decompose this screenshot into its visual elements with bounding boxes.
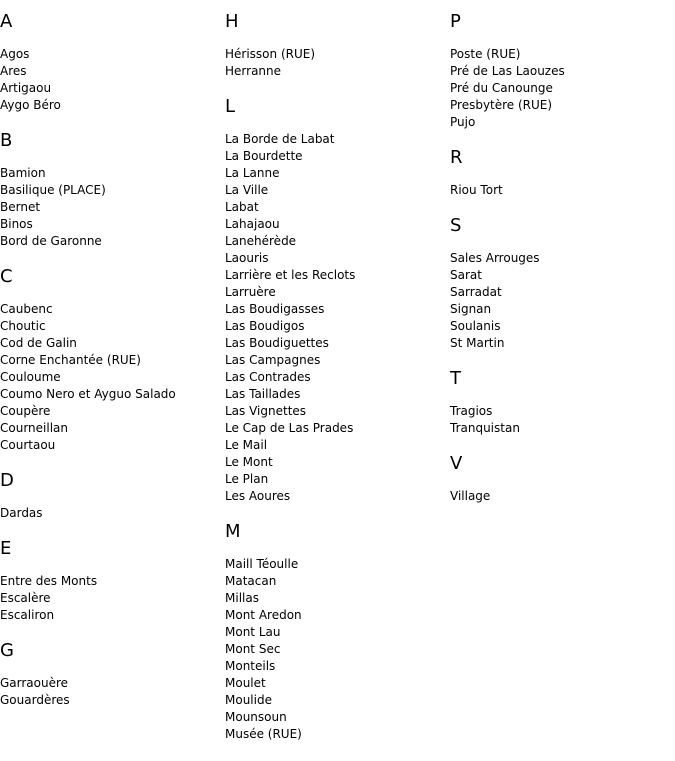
place-name-list <box>450 488 670 505</box>
place-name-item: Agos <box>0 47 30 61</box>
place-name-item: Mont Sec <box>225 642 281 656</box>
place-name-list <box>450 46 670 131</box>
section-letter-heading: C <box>0 266 13 287</box>
place-name-list <box>0 675 220 709</box>
section-letter-heading: R <box>450 147 463 168</box>
place-name-item: Lahajaou <box>225 217 280 231</box>
place-name-item: Tranquistan <box>450 421 520 435</box>
place-name-item: Las Boudigos <box>225 319 305 333</box>
place-name-item: Le Cap de Las Prades <box>225 421 354 435</box>
place-name-item: Moulide <box>225 693 272 707</box>
section-letter-heading: D <box>0 470 14 491</box>
place-name-item: Presbytère (RUE) <box>450 98 553 112</box>
place-name-item: Choutic <box>0 319 46 333</box>
place-name-item: Dardas <box>0 506 43 520</box>
place-name-list <box>0 301 220 454</box>
place-name-item: Moulet <box>225 676 266 690</box>
place-name-list <box>225 131 445 505</box>
place-name-list <box>0 573 220 624</box>
place-name-item: Signan <box>450 302 492 316</box>
place-name-item: Larruère <box>225 285 276 299</box>
place-name-item: Le Mont <box>225 455 273 469</box>
place-name-item: Escaliron <box>0 608 55 622</box>
place-name-item: Bernet <box>0 200 41 214</box>
place-name-item: Mont Aredon <box>225 608 302 622</box>
place-name-item: Coumo Nero et Ayguo Salado <box>0 387 176 401</box>
place-name-item: Riou Tort <box>450 183 503 197</box>
place-name-item: Corne Enchantée (RUE) <box>0 353 141 367</box>
letter-group-b <box>0 130 220 250</box>
place-name-item: Las Campagnes <box>225 353 321 367</box>
place-name-item: Poste (RUE) <box>450 47 521 61</box>
place-name-item: Monteils <box>225 659 276 673</box>
place-name-item: La Ville <box>225 183 269 197</box>
place-name-item: Coupère <box>0 404 51 418</box>
letter-group-e <box>0 538 220 624</box>
section-letter-heading: T <box>450 368 461 389</box>
place-name-item: Las Vignettes <box>225 404 307 418</box>
section-letter-heading: A <box>0 11 13 32</box>
place-name-list <box>0 165 220 250</box>
letter-group-g <box>0 640 220 709</box>
place-name-item: Sarat <box>450 268 482 282</box>
place-name-item: Escalère <box>0 591 51 605</box>
place-name-item: Sarradat <box>450 285 502 299</box>
place-name-item: Courtaou <box>0 438 56 452</box>
place-name-item: Labat <box>225 200 259 214</box>
place-name-item: Herranne <box>225 64 282 78</box>
place-name-item: Courneillan <box>0 421 68 435</box>
place-name-item: Las Boudiguettes <box>225 336 329 350</box>
place-name-item: Pré du Canounge <box>450 81 553 95</box>
section-letter-heading: H <box>225 11 239 32</box>
place-name-item: Musée (RUE) <box>225 727 302 741</box>
place-name-item: Millas <box>225 591 259 605</box>
letter-group-r <box>450 147 670 199</box>
place-name-item: Las Boudigasses <box>225 302 325 316</box>
place-name-item: Village <box>450 489 491 503</box>
letter-group-t <box>450 368 670 437</box>
section-letter-heading: S <box>450 215 462 236</box>
place-name-item: Garraouère <box>0 676 69 690</box>
place-name-item: Laouris <box>225 251 269 265</box>
letter-group-d <box>0 470 220 522</box>
place-name-item: Les Aoures <box>225 489 291 503</box>
letter-group-h <box>225 11 445 80</box>
place-name-item: Binos <box>0 217 33 231</box>
place-name-item: Matacan <box>225 574 277 588</box>
place-name-list <box>450 250 670 352</box>
section-letter-heading: L <box>225 96 236 117</box>
place-name-item: Tragios <box>450 404 493 418</box>
place-name-item: Entre des Monts <box>0 574 98 588</box>
section-letter-heading: B <box>0 130 13 151</box>
place-name-list <box>450 182 670 199</box>
place-name-item: Bord de Garonne <box>0 234 102 248</box>
place-name-item: Maill Téoulle <box>225 557 299 571</box>
letter-group-s <box>450 215 670 352</box>
place-name-list <box>225 46 445 80</box>
place-name-list <box>0 46 220 114</box>
place-name-item: Pujo <box>450 115 476 129</box>
place-name-item: Caubenc <box>0 302 53 316</box>
place-name-item: Couloume <box>0 370 61 384</box>
place-name-item: Le Plan <box>225 472 269 486</box>
letter-group-p <box>450 11 670 131</box>
letter-group-a <box>0 11 220 114</box>
section-letter-heading: G <box>0 640 14 661</box>
section-letter-heading: P <box>450 11 461 32</box>
index-column-2 <box>225 11 445 759</box>
place-name-item: Las Taillades <box>225 387 301 401</box>
letter-group-l <box>225 96 445 505</box>
index-column-1 <box>0 11 220 725</box>
place-name-item: Basilique (PLACE) <box>0 183 106 197</box>
letter-group-c <box>0 266 220 454</box>
place-name-item: Gouardères <box>0 693 70 707</box>
section-letter-heading: V <box>450 453 463 474</box>
place-name-item: Mont Lau <box>225 625 281 639</box>
letter-group-m <box>225 521 445 743</box>
place-name-item: Larrière et les Reclots <box>225 268 356 282</box>
place-name-item: La Lanne <box>225 166 280 180</box>
place-name-item: La Borde de Labat <box>225 132 335 146</box>
place-name-item: Mounsoun <box>225 710 287 724</box>
place-name-item: Lanehérède <box>225 234 297 248</box>
place-name-item: La Bourdette <box>225 149 303 163</box>
place-name-list <box>0 505 220 522</box>
place-name-item: Cod de Galin <box>0 336 77 350</box>
place-name-item: St Martin <box>450 336 505 350</box>
place-name-item: Las Contrades <box>225 370 311 384</box>
place-name-item: Aygo Béro <box>0 98 61 112</box>
place-name-item: Ares <box>0 64 27 78</box>
place-name-item: Artigaou <box>0 81 52 95</box>
place-name-item: Sales Arrouges <box>450 251 540 265</box>
letter-group-v <box>450 453 670 505</box>
place-name-item: Le Mail <box>225 438 268 452</box>
place-name-item: Bamion <box>0 166 46 180</box>
place-name-item: Soulanis <box>450 319 501 333</box>
place-name-item: Pré de Las Laouzes <box>450 64 565 78</box>
place-name-list <box>450 403 670 437</box>
section-letter-heading: E <box>0 538 12 559</box>
index-column-3 <box>450 11 670 521</box>
section-letter-heading: M <box>225 521 241 542</box>
place-name-list <box>225 556 445 743</box>
place-name-item: Hérisson (RUE) <box>225 47 316 61</box>
